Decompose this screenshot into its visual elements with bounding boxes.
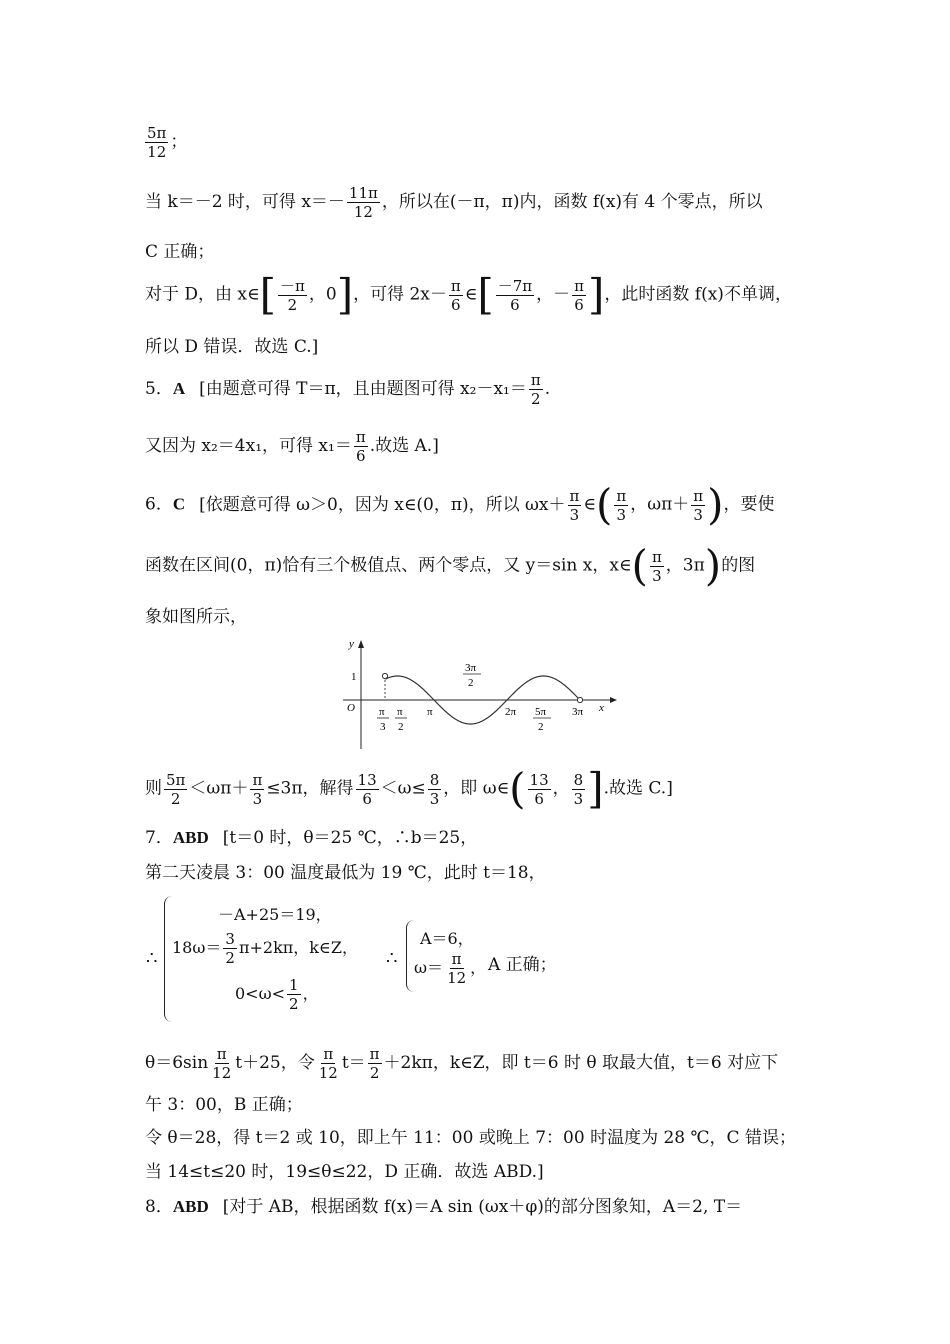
numerator: π <box>252 770 263 789</box>
fraction <box>368 1045 382 1082</box>
line-option-d <box>145 270 792 319</box>
numerator: 5π <box>147 124 167 142</box>
numerator: π <box>693 486 704 505</box>
denominator: 2 <box>225 949 235 967</box>
denominator: 6 <box>356 447 366 465</box>
sine-graph-figure <box>335 635 620 755</box>
text: ，可得 2x－ <box>353 284 447 305</box>
denominator: 3 <box>693 505 703 524</box>
right-bracket: ] <box>587 764 604 813</box>
text: ＜ω≤ <box>380 778 426 799</box>
fraction <box>496 277 534 314</box>
text: 0<ω< <box>235 984 286 1003</box>
text: ， <box>302 984 319 1003</box>
fraction <box>223 930 237 967</box>
text: 午 3：00，B 正确； <box>145 1095 303 1115</box>
text: 当 14≤t≤20 时，19≤θ≤22，D 正确．故选 ABD.] <box>145 1162 544 1182</box>
answer: C <box>172 494 186 514</box>
fraction <box>356 771 379 808</box>
denominator: 3 <box>252 789 263 808</box>
denominator: 3 <box>429 789 440 808</box>
fraction <box>614 487 628 524</box>
fraction <box>317 1045 340 1082</box>
text: t＝ <box>341 1053 366 1073</box>
numerator: π <box>216 1045 227 1063</box>
text: ∈ <box>464 284 478 305</box>
system-line-1: －A+25＝19， <box>218 905 332 924</box>
question-6 <box>145 480 775 529</box>
fraction <box>145 124 168 161</box>
denominator: 2 <box>531 390 541 408</box>
question-6-line3 <box>145 606 247 628</box>
text: ，ωπ＋ <box>630 494 690 515</box>
semicolon: ； <box>170 132 188 152</box>
fraction <box>210 1045 233 1082</box>
question-number: 5． <box>145 379 173 399</box>
fraction <box>650 548 664 585</box>
fraction <box>428 771 442 808</box>
numerator: π <box>530 371 541 389</box>
open-point-start <box>382 673 387 678</box>
text: 则 <box>145 778 162 799</box>
numerator: 8 <box>573 770 584 789</box>
question-number: 6． <box>145 494 173 515</box>
text: ，所以在(－π，π)内，函数 f(x)有 4 个零点，所以 <box>381 192 763 212</box>
line-d-wrong <box>145 336 318 358</box>
question-7-d <box>145 1161 544 1183</box>
denominator: 2 <box>170 789 181 808</box>
text: ，即 ω∈ <box>443 778 510 799</box>
text: ＜ωπ＋ <box>189 778 249 799</box>
question-5-cont <box>145 428 439 465</box>
therefore-symbol-2: ∴ <box>386 948 398 969</box>
tick-1: 1 <box>351 671 357 683</box>
denominator: 12 <box>318 1064 338 1082</box>
denominator: 12 <box>212 1064 232 1082</box>
fraction <box>572 771 586 808</box>
text: ，此时函数 f(x)不单调， <box>604 284 792 305</box>
question-5 <box>145 371 550 408</box>
question-7-formula <box>145 1045 778 1082</box>
denominator: 2 <box>369 1064 380 1082</box>
numerator: π <box>569 486 580 505</box>
denominator: 6 <box>510 295 520 314</box>
numerator: 13 <box>357 770 377 789</box>
denominator: 12 <box>353 203 373 221</box>
fraction <box>445 950 468 987</box>
numerator: 3 <box>225 930 235 948</box>
denominator: 3 <box>616 505 627 524</box>
x-label: x <box>599 702 604 714</box>
label-pi2-den: 2 <box>398 721 404 733</box>
text: 函数在区间(0，π)恰有三个极值点、两个零点，又 y＝sin x，x∈ <box>145 555 632 576</box>
numerator: π <box>574 276 584 295</box>
origin-label: O <box>347 702 355 714</box>
text: ，－ <box>536 284 571 305</box>
numerator: π <box>651 547 662 566</box>
denominator: 12 <box>147 143 167 161</box>
text: θ＝6sin <box>145 1053 209 1073</box>
label-3pi-num: 3π <box>465 662 477 674</box>
text: 18ω＝ <box>172 938 222 957</box>
left-bracket: [ <box>259 270 276 319</box>
numerator: －π <box>280 276 305 295</box>
text: ＋2kπ，k∈Z，即 t＝6 时 θ 取最大值，t＝6 对应下 <box>383 1053 779 1073</box>
fraction <box>164 771 187 808</box>
numerator: π <box>323 1045 334 1063</box>
text: C 正确； <box>145 242 215 262</box>
numerator: 13 <box>529 770 549 789</box>
question-6-line2 <box>145 541 756 590</box>
denominator: 6 <box>451 295 461 314</box>
text: [对于 AB，根据函数 f(x)＝A sin (ωx＋φ)的部分图象知，A＝2, T＝ <box>222 1197 743 1217</box>
label-3pi: 3π <box>572 706 584 718</box>
right-bracket: ] <box>336 270 354 319</box>
label-pi3-num: π <box>379 706 385 718</box>
y-axis-arrow <box>358 640 364 648</box>
fraction <box>287 976 301 1013</box>
fraction <box>529 371 543 408</box>
text: [由题意可得 T＝π，且由题图可得 x₂－x₁＝ <box>199 379 527 399</box>
text: [t＝0 时，θ＝25 ℃，∴b＝25， <box>222 828 478 848</box>
label-5pi-den: 2 <box>538 721 544 733</box>
numerator: π <box>451 950 462 968</box>
question-6-conclusion <box>145 764 673 813</box>
text: .故选 A.] <box>369 436 439 456</box>
numerator: π <box>616 486 627 505</box>
text: ，要使 <box>723 494 775 515</box>
line-fraction-5pi-12 <box>145 124 187 161</box>
y-label: y <box>349 638 354 650</box>
line-k-minus-2 <box>145 184 763 221</box>
a-correct: A 正确； <box>488 955 557 975</box>
numerator: 1 <box>289 976 299 994</box>
label-pi3-den: 3 <box>380 721 386 733</box>
text: ，3π <box>665 555 705 576</box>
left-bracket: [ <box>477 270 494 319</box>
denominator: 3 <box>652 566 662 585</box>
label-3pi-den: 2 <box>468 677 474 689</box>
denominator: 3 <box>573 789 584 808</box>
question-7-b <box>145 1094 303 1116</box>
text: ≤3π，解得 <box>266 778 354 799</box>
denominator: 3 <box>569 505 580 524</box>
denominator: 6 <box>574 295 584 314</box>
text: 所以 D 错误．故选 C.] <box>145 337 319 357</box>
text: ， <box>552 778 570 799</box>
right-paren: ) <box>704 541 722 590</box>
system-line-3 <box>235 976 319 1013</box>
label-pi: π <box>427 706 433 718</box>
text: 的图 <box>721 555 756 576</box>
fraction <box>347 184 380 221</box>
denominator: 6 <box>534 789 544 808</box>
open-point-end <box>577 697 582 702</box>
denominator: 2 <box>289 995 299 1013</box>
question-7 <box>145 827 477 849</box>
text: 当 k＝－2 时，可得 x＝－ <box>145 192 345 212</box>
therefore-symbol: ∴ <box>146 948 158 969</box>
fraction <box>572 277 586 314</box>
denominator: 2 <box>287 295 298 314</box>
x-axis-arrow <box>610 697 617 703</box>
question-8 <box>145 1196 742 1218</box>
left-paren: ( <box>509 764 526 813</box>
numerator: 5π <box>166 770 186 789</box>
text: ， <box>470 958 487 977</box>
line-c-correct <box>145 241 214 263</box>
text: 对于 D，由 x∈ <box>145 284 260 305</box>
numerator: π <box>355 428 366 446</box>
label-2pi: 2π <box>505 706 517 718</box>
system2-line-1: A＝6， <box>420 929 474 948</box>
fraction <box>568 487 582 524</box>
text: [依题意可得 ω＞0，因为 x∈(0，π)，所以 ωx＋ <box>199 494 566 515</box>
fraction <box>278 277 307 314</box>
text: t＋25，令 <box>235 1053 315 1073</box>
right-paren: ) <box>707 480 724 529</box>
text: 令 θ＝28，得 t＝2 或 10，即上午 11：00 或晚上 7：00 时温度为 28 ℃，C 错误； <box>145 1128 796 1148</box>
question-7-line2 <box>145 862 546 884</box>
label-5pi-num: 5π <box>535 706 547 718</box>
answer: A <box>172 379 186 398</box>
text: 第二天凌晨 3：00 温度最低为 19 ℃，此时 t＝18， <box>145 863 546 883</box>
label-pi2-num: π <box>397 706 403 718</box>
fraction <box>691 487 705 524</box>
left-paren: ( <box>631 541 648 590</box>
question-number: 8． <box>145 1197 173 1217</box>
text: π+2kπ，k∈Z， <box>238 938 358 957</box>
answer: ABD <box>172 828 209 847</box>
text: 又因为 x₂＝4x₁，可得 x₁＝ <box>145 436 352 456</box>
text: . <box>544 379 551 399</box>
numerator: π <box>369 1045 380 1063</box>
denominator: 12 <box>447 969 467 987</box>
fraction <box>528 771 551 808</box>
text: ω＝ <box>414 958 444 977</box>
system-line-2 <box>172 930 358 967</box>
numerator: π <box>450 276 461 295</box>
numerator: －7π <box>497 276 533 295</box>
fraction <box>250 771 264 808</box>
text: ∈ <box>583 494 596 515</box>
system2-line-2 <box>414 950 486 987</box>
fraction <box>449 277 463 314</box>
numerator: 11π <box>348 184 378 202</box>
right-bracket: ] <box>588 270 605 319</box>
question-7-c <box>145 1127 796 1149</box>
left-paren: ( <box>595 480 613 529</box>
question-number: 7． <box>145 828 173 848</box>
numerator: 8 <box>429 770 440 789</box>
answer: ABD <box>172 1197 209 1216</box>
fraction <box>354 428 368 465</box>
text: .故选 C.] <box>603 778 673 799</box>
denominator: 6 <box>362 789 372 808</box>
text: 象如图所示， <box>145 607 247 627</box>
text: ，0 <box>308 284 337 305</box>
